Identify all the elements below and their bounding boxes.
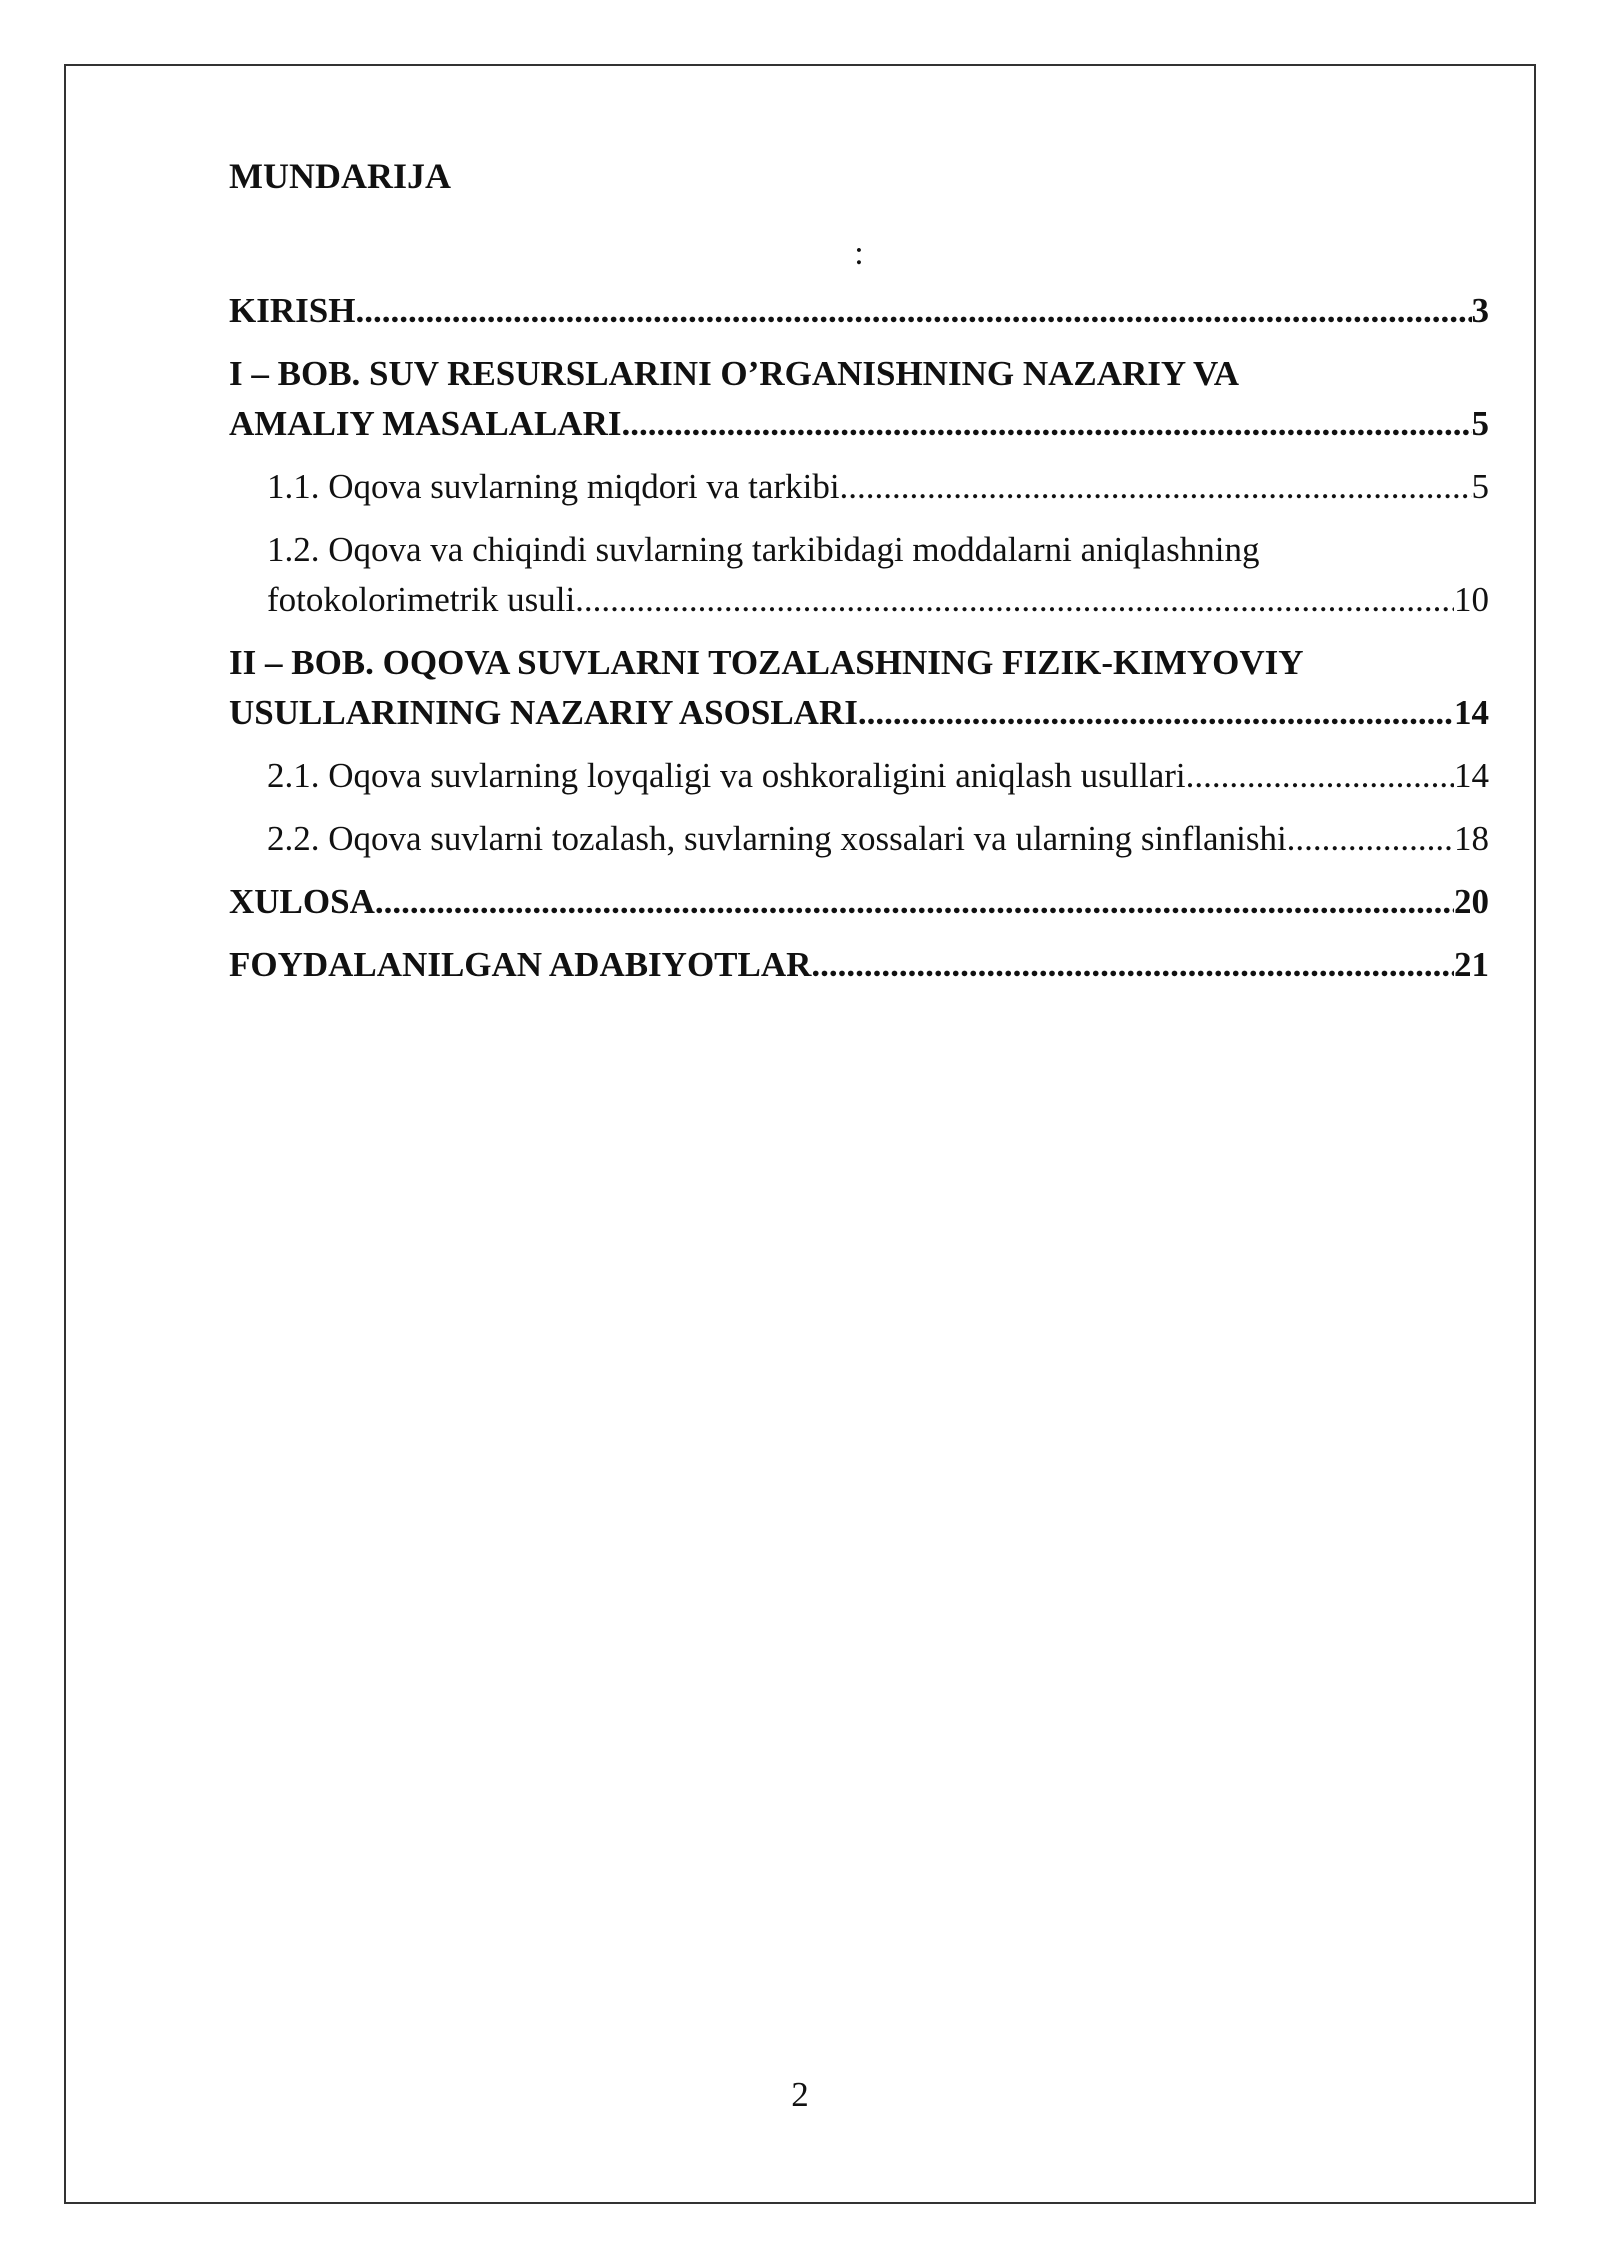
toc-page-number: 20: [1454, 882, 1489, 921]
toc-entry-label-line-2: fotokolorimetrik usuli: [267, 580, 576, 619]
toc-entry-label: 2.2. Oqova suvlarni tozalash, suvlarning xossalari va ularning sinflanishi: [267, 819, 1287, 858]
toc-entry-label-line-1: I – BOB. SUV RESURSLARINI O’RGANISHNING NAZARIY VA: [229, 354, 1240, 393]
toc-title: MUNDARIJA: [229, 156, 451, 196]
toc-entry-section-2-1[interactable]: [229, 751, 1489, 801]
dot-leader: [858, 688, 1454, 738]
toc-entry-label: FOYDALANILGAN ADABIYOTLAR: [229, 945, 812, 984]
toc-entry-section-2-2[interactable]: [229, 814, 1489, 864]
toc-entry-xulosa[interactable]: [229, 877, 1489, 927]
page-number: 2: [791, 2075, 809, 2114]
toc-page-number: 10: [1454, 580, 1489, 619]
dot-leader: [621, 399, 1471, 449]
dot-leader: [840, 462, 1472, 512]
toc-entry-label: XULOSA: [229, 882, 375, 921]
toc-entry-adabiyotlar[interactable]: [229, 940, 1489, 990]
toc-list: [229, 286, 1489, 990]
toc-entry-section-1-1[interactable]: [229, 462, 1489, 512]
toc-entry-kirish[interactable]: [229, 286, 1489, 336]
toc-page-number: 5: [1471, 404, 1489, 443]
dot-leader: [811, 940, 1454, 990]
dot-leader: [575, 575, 1454, 625]
toc-page-number: 14: [1454, 756, 1489, 795]
toc-entry-chapter-1[interactable]: [229, 349, 1489, 449]
toc-entry-chapter-2[interactable]: [229, 638, 1489, 738]
dot-leader: [355, 286, 1471, 336]
toc-entry-label-line-2: USULLARINING NAZARIY ASOSLARI: [229, 693, 858, 732]
toc-entry-label: 2.1. Oqova suvlarning loyqaligi va oshkoraligini aniqlash usullari: [267, 756, 1186, 795]
dot-leader: [375, 877, 1454, 927]
dot-leader: [1287, 814, 1454, 864]
toc-page-number: 18: [1454, 819, 1489, 858]
toc-page-number: 14: [1454, 693, 1489, 732]
toc-entry-section-1-2[interactable]: [229, 525, 1489, 625]
separator: :: [854, 235, 864, 272]
toc-entry-label: KIRISH: [229, 291, 356, 330]
toc-page-number: 3: [1471, 291, 1489, 330]
toc-page-number: 5: [1471, 467, 1489, 506]
toc-entry-label-line-2: AMALIY MASALALARI: [229, 404, 622, 443]
toc-entry-label: 1.1. Oqova suvlarning miqdori va tarkibi: [267, 467, 840, 506]
toc-entry-label-line-1: II – BOB. OQOVA SUVLARNI TOZALASHNING FIZIK-KIMYOVIY: [229, 643, 1304, 682]
table-of-contents: [229, 150, 1489, 1003]
toc-page-number: 21: [1454, 945, 1489, 984]
toc-entry-label-line-1: 1.2. Oqova va chiqindi suvlarning tarkibidagi moddalarni aniqlashning: [267, 530, 1260, 569]
dot-leader: [1186, 751, 1454, 801]
